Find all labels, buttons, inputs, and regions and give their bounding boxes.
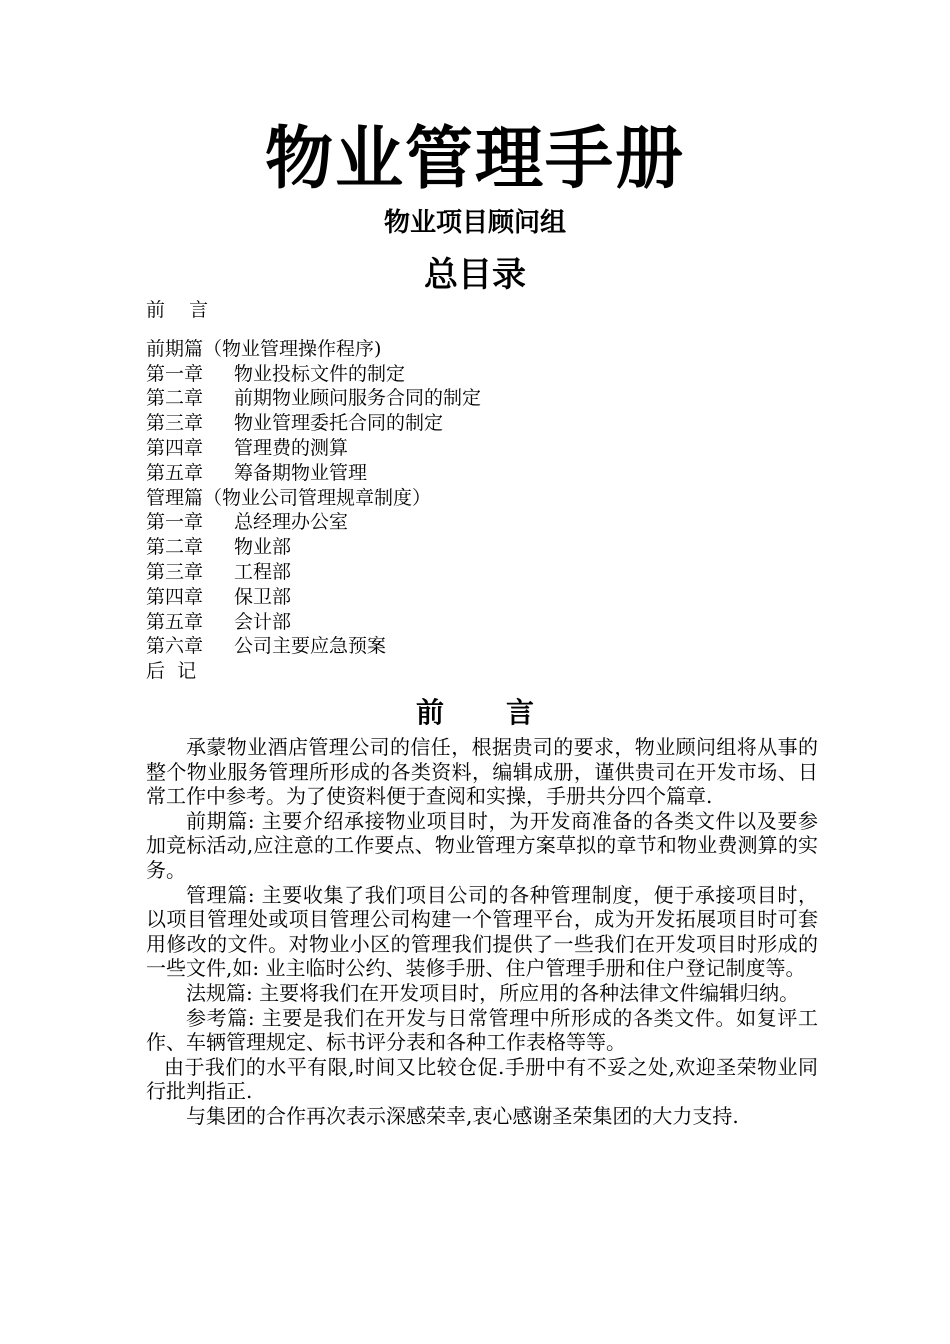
document-subtitle: 物业项目顾问组	[383, 208, 566, 238]
preface-heading	[0, 693, 950, 733]
toc-chapter-number: 第三章	[146, 412, 204, 435]
toc-chapter	[146, 461, 826, 486]
table-of-contents	[146, 298, 826, 684]
toc-chapter	[146, 411, 826, 436]
toc-chapter-number: 第五章	[146, 461, 204, 484]
preface-paragraph: 承蒙物业酒店管理公司的信任，根据贵司的要求，物业顾问组将从事的整个物业服务管理所形成的各类资料，编辑成册，谨供贵司在开发市场、日常工作中参考。为了使资料便于查阅和实操，手册共分四个篇章.	[146, 735, 818, 809]
toc-chapter	[146, 436, 826, 461]
toc-chapter-title: 工程部	[234, 560, 292, 583]
toc-chapter	[146, 610, 826, 635]
toc-chapter-title: 前期物业顾问服务合同的制定	[234, 387, 482, 410]
toc-chapter-title: 会计部	[234, 610, 292, 633]
toc-chapter-number: 第二章	[146, 536, 204, 559]
toc-chapter-number: 第三章	[146, 560, 204, 583]
preface-paragraph: 管理篇: 主要收集了我们项目公司的各种管理制度，便于承接项目时，以项目管理处或项目管理公司构建一个管理平台，成为开发拓展项目时可套用修改的文件。对物业小区的管理我们提供了一些我们在开发项目时形成的一些文件,如: 业主临时公约、装修手册、住户管理手册和住户登记制度等。	[146, 882, 818, 981]
toc-chapter-number: 第四章	[146, 436, 204, 459]
toc-chapter-number: 第一章	[146, 362, 204, 385]
preface-paragraph: 参考篇: 主要是我们在开发与日常管理中所形成的各类文件。如复评工作、车辆管理规定、标书评分表和各种工作表格等等。	[146, 1005, 818, 1055]
toc-chapter-title: 物业管理委托合同的制定	[234, 412, 444, 435]
preface-paragraph: 法规篇: 主要将我们在开发项目时，所应用的各种法律文件编辑归纳。	[186, 980, 800, 1005]
toc-chapter-title: 保卫部	[234, 585, 292, 608]
preface-heading-right: 言	[506, 696, 535, 729]
toc-chapter	[146, 362, 826, 387]
toc-chapter-number: 第四章	[146, 585, 204, 608]
preface-paragraph: 与集团的合作再次表示深感荣幸,衷心感谢圣荣集团的大力支持.	[186, 1103, 739, 1128]
toc-spacer	[146, 323, 826, 337]
toc-heading: 总目录	[424, 255, 526, 295]
toc-chapter-number: 第六章	[146, 635, 204, 658]
toc-foreword: 前 言	[146, 299, 209, 321]
toc-chapter	[146, 535, 826, 560]
toc-part-heading: 管理篇（物业公司管理规章制度）	[146, 486, 432, 509]
toc-afterword: 后 记	[146, 660, 197, 683]
document-title: 物业管理手册	[264, 120, 685, 199]
preface-paragraph: 前期篇: 主要介绍承接物业项目时，为开发商准备的各类文件以及要参加竞标活动,应注意的工作要点、物业管理方案草拟的章节和物业费测算的实务。	[146, 808, 818, 882]
toc-chapter	[146, 510, 826, 535]
toc-chapter	[146, 634, 826, 659]
toc-chapter	[146, 386, 826, 411]
toc-chapter-title: 物业部	[234, 536, 292, 559]
toc-chapter-title: 总经理办公室	[234, 511, 349, 534]
toc-chapter-title: 管理费的测算	[234, 436, 349, 459]
preface-heading-left: 前	[415, 696, 444, 729]
toc-chapter-title: 公司主要应急预案	[234, 635, 387, 658]
toc-chapter	[146, 585, 826, 610]
preface-body	[146, 735, 818, 1129]
toc-chapter-title: 物业投标文件的制定	[234, 362, 406, 385]
toc-chapter-number: 第二章	[146, 387, 204, 410]
preface-paragraph: 由于我们的水平有限,时间又比较仓促.手册中有不妥之处,欢迎圣荣物业同行批判指正.	[146, 1054, 818, 1104]
toc-chapter-title: 筹备期物业管理	[234, 461, 368, 484]
toc-chapter-number: 第一章	[146, 511, 204, 534]
toc-part-heading: 前期篇（物业管理操作程序)	[146, 337, 382, 360]
toc-chapter	[146, 560, 826, 585]
toc-chapter-number: 第五章	[146, 610, 204, 633]
